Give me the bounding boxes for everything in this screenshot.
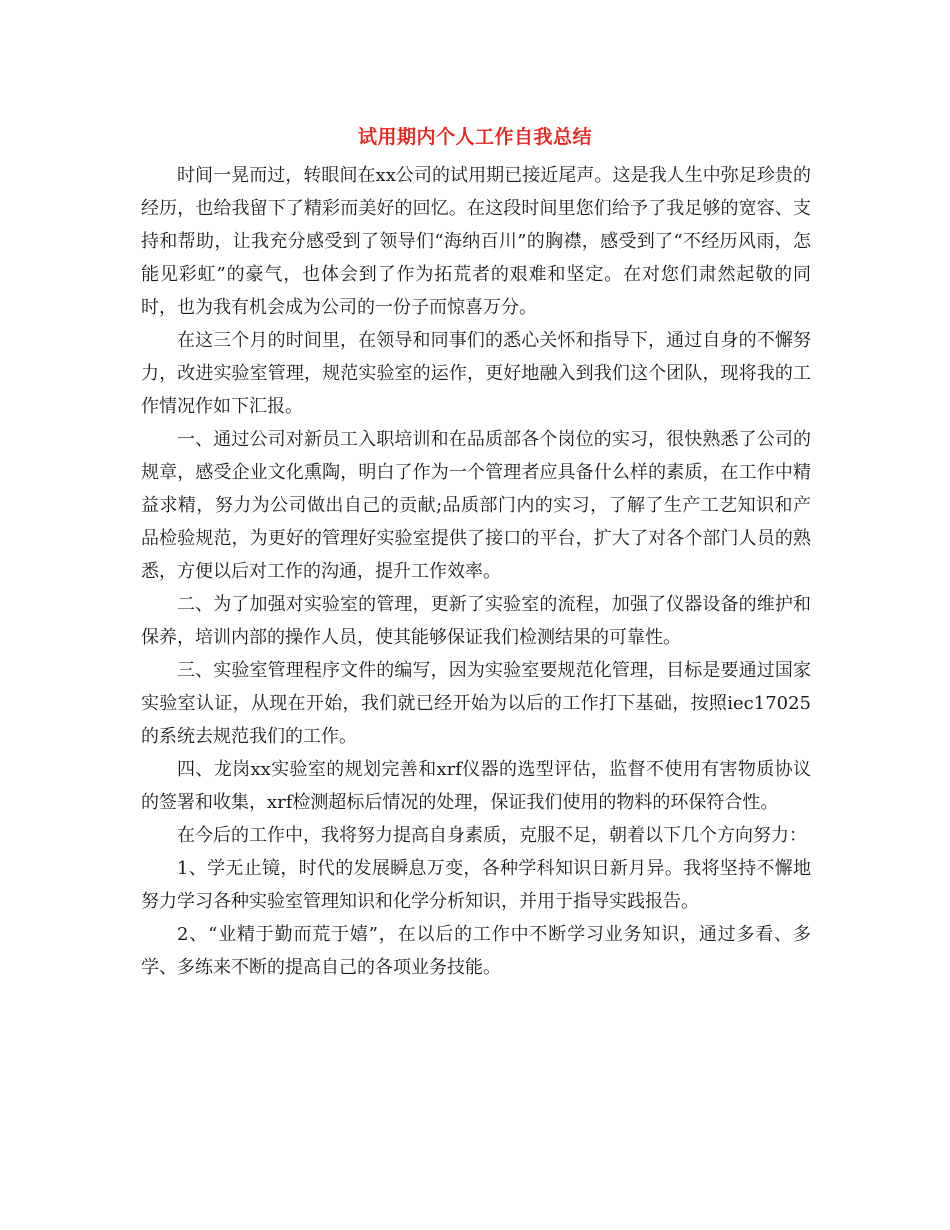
paragraph-item-2: 二、为了加强对实验室的管理，更新了实验室的流程，加强了仪器设备的维护和保养，培训内部的操作人员，使其能够保证我们检测结果的可靠性。 — [141, 594, 811, 648]
paragraph-item-3: 三、实验室管理程序文件的编写，因为实验室要规范化管理，目标是要通过国家实验室认证，从现在开始，我们就已经开始为以后的工作打下基础，按照iec17025的系统去规范我们的工作。 — [141, 660, 811, 747]
document-title: 试用期内个人工作自我总结 — [357, 126, 592, 148]
paragraph-future: 在今后的工作中，我将努力提高自身素质，克服不足，朝着以下几个方向努力： — [177, 825, 807, 846]
paragraph-item-1: 一、通过公司对新员工入职培训和在品质部各个岗位的实习，很快熟悉了公司的规章，感受企业文化熏陶，明白了作为一个管理者应具备什么样的素质，在工作中精益求精，努力为公司做出自己的贡献;品质部门内的实习，了解了生产工艺知识和产品检验规范，为更好的管理好实验室提供了接口的平台，扩大了对各个部门人员的熟悉，方便以后对工作的沟通，提升工作效率。 — [141, 429, 811, 582]
paragraph-goal-1: 1、学无止镜，时代的发展瞬息万变，各种学科知识日新月异。我将坚持不懈地努力学习各种实验室管理知识和化学分析知识，并用于指导实践报告。 — [141, 858, 811, 912]
paragraph-intro: 时间一晃而过，转眼间在xx公司的试用期已接近尾声。这是我人生中弥足珍贵的经历，也给我留下了精彩而美好的回忆。在这段时间里您们给予了我足够的宽容、支持和帮助，让我充分感受到了领导们“海纳百川”的胸襟，感受到了“不经历风雨，怎能见彩虹”的豪气，也体会到了作为拓荒者的艰难和坚定。在对您们肃然起敬的同时，也为我有机会成为公司的一份子而惊喜万分。 — [141, 165, 811, 318]
document-body — [141, 159, 811, 984]
paragraph-goal-2: 2、“业精于勤而荒于嬉”，在以后的工作中不断学习业务知识，通过多看、多学、多练来不断的提高自己的各项业务技能。 — [141, 924, 811, 978]
paragraph-summary: 在这三个月的时间里，在领导和同事们的悉心关怀和指导下，通过自身的不懈努力，改进实验室管理，规范实验室的运作，更好地融入到我们这个团队，现将我的工作情况作如下汇报。 — [141, 330, 811, 417]
paragraph-item-4: 四、龙岗xx实验室的规划完善和xrf仪器的选型评估，监督不使用有害物质协议的签署和收集，xrf检测超标后情况的处理，保证我们使用的物料的环保符合性。 — [141, 759, 811, 813]
